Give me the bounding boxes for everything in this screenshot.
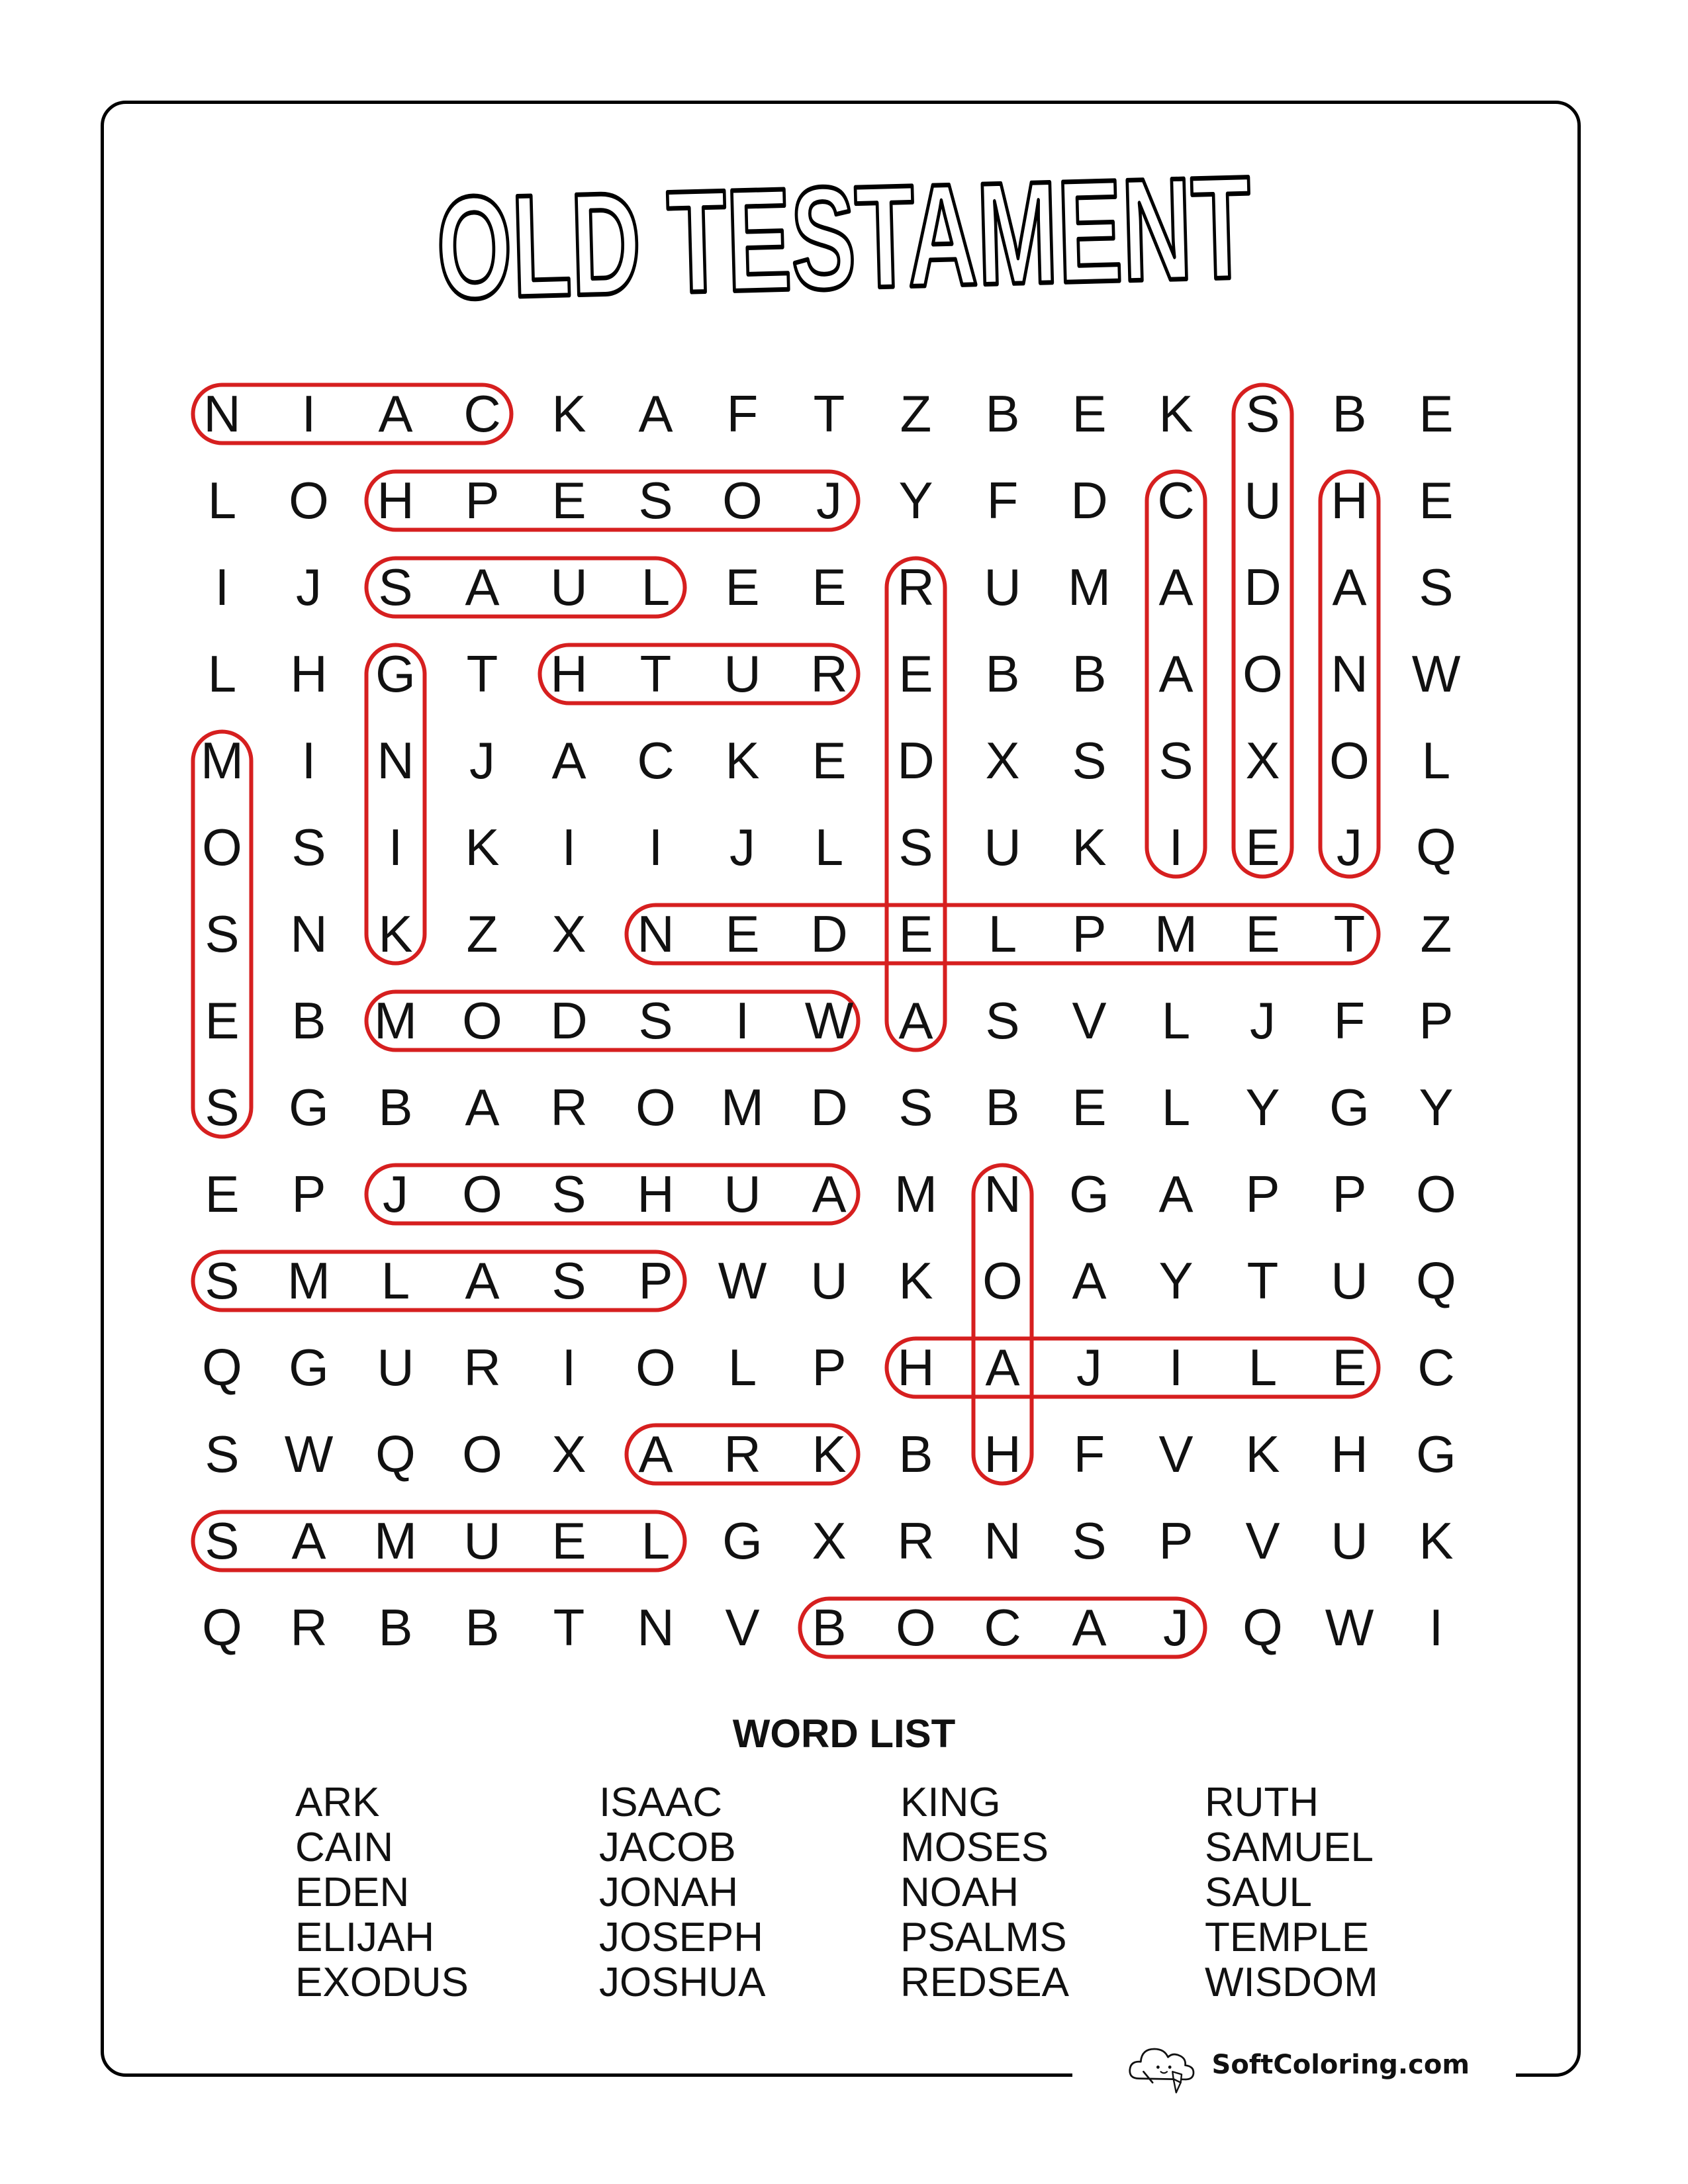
grid-letter[interactable]: N [984, 1165, 1021, 1223]
grid-letter[interactable]: J [1076, 1338, 1102, 1396]
grid-letter[interactable]: M [721, 1078, 764, 1136]
grid-letter[interactable]: S [638, 471, 673, 529]
grid-letter[interactable]: O [462, 1425, 502, 1483]
grid-letter[interactable]: H [377, 471, 414, 529]
grid-letter[interactable]: O [722, 471, 763, 529]
grid-letter[interactable]: J [469, 731, 495, 790]
word-list-item: CAIN [295, 1825, 394, 1870]
grid-letter[interactable]: S [205, 1512, 240, 1570]
grid-letter[interactable]: B [898, 1425, 933, 1483]
grid-letter[interactable]: G [289, 1338, 329, 1396]
grid-letter[interactable]: X [551, 1425, 586, 1483]
grid-letter[interactable]: X [551, 905, 586, 963]
grid-letter[interactable]: A [1158, 645, 1194, 703]
word-list-title: WORD LIST [732, 1711, 956, 1756]
grid-letter[interactable]: S [205, 1251, 240, 1310]
grid-letter[interactable]: G [1069, 1165, 1109, 1223]
grid-letter[interactable]: A [551, 731, 586, 790]
grid-letter[interactable]: G [1329, 1078, 1370, 1136]
grid-letter[interactable]: A [1332, 558, 1367, 616]
grid-letter[interactable]: H [637, 1165, 675, 1223]
grid-letter[interactable]: A [465, 558, 500, 616]
grid-letter[interactable]: C [1157, 471, 1195, 529]
word-list-item: KING [900, 1780, 1001, 1825]
grid-letter[interactable]: S [985, 991, 1020, 1050]
grid-letter[interactable]: E [1245, 818, 1280, 876]
grid-letter[interactable]: A [465, 1251, 500, 1310]
grid-letter[interactable]: S [205, 1425, 240, 1483]
grid-letter[interactable]: A [638, 385, 673, 443]
page-title [0, 146, 1688, 318]
grid-letter[interactable]: U [810, 1251, 848, 1310]
grid-letter[interactable]: N [1331, 645, 1368, 703]
grid-letter[interactable]: U [377, 1338, 414, 1396]
grid-letter[interactable]: Z [900, 385, 932, 443]
grid-letter[interactable]: E [1072, 385, 1107, 443]
grid-letter[interactable]: L [1161, 991, 1191, 1050]
grid-letter[interactable]: H [984, 1425, 1021, 1483]
grid-letter[interactable]: Z [466, 905, 498, 963]
grid-letter[interactable]: L [641, 558, 671, 616]
word-list-item: ELIJAH [295, 1915, 435, 1960]
grid-letter[interactable]: D [1244, 558, 1282, 616]
grid-letter[interactable]: S [551, 1251, 586, 1310]
word-list-item: TEMPLE [1205, 1915, 1370, 1960]
grid-letter[interactable]: B [985, 385, 1020, 443]
grid-letter[interactable]: I [301, 385, 316, 443]
grid-letter[interactable]: I [648, 818, 663, 876]
grid-letter[interactable]: A [812, 1165, 847, 1223]
grid-letter[interactable]: H [897, 1338, 935, 1396]
grid-letter[interactable]: K [378, 905, 413, 963]
grid-letter[interactable]: B [378, 1078, 413, 1136]
grid-letter[interactable]: X [985, 731, 1020, 790]
grid-letter[interactable]: A [465, 1078, 500, 1136]
grid-letter[interactable]: M [287, 1251, 330, 1310]
cloud-pencil-icon [1125, 2022, 1203, 2108]
grid-letter[interactable]: C [463, 385, 501, 443]
grid-letter[interactable]: V [1245, 1512, 1280, 1570]
grid-letter[interactable]: A [378, 385, 413, 443]
grid-letter[interactable]: A [638, 1425, 673, 1483]
grid-letter[interactable]: O [202, 818, 242, 876]
grid-letter[interactable]: Y [1419, 1078, 1454, 1136]
word-list-item: JACOB [599, 1825, 736, 1870]
grid-letter[interactable]: F [1073, 1425, 1105, 1483]
grid-letter[interactable]: S [638, 991, 673, 1050]
grid-letter[interactable]: R [290, 1598, 328, 1657]
grid-letter[interactable]: P [465, 471, 500, 529]
grid-letter[interactable]: S [205, 905, 240, 963]
grid-letter[interactable]: W [1325, 1598, 1374, 1657]
grid-letter[interactable]: B [985, 1078, 1020, 1136]
grid-letter[interactable]: I [1168, 1338, 1184, 1396]
grid-letter[interactable]: K [812, 1425, 847, 1483]
grid-letter[interactable]: U [1244, 471, 1282, 529]
grid-letter[interactable]: Q [375, 1425, 416, 1483]
grid-letter[interactable]: M [374, 1512, 417, 1570]
grid-letter[interactable]: D [810, 905, 848, 963]
grid-letter[interactable]: T [1246, 1251, 1279, 1310]
grid-letter[interactable]: O [1416, 1165, 1456, 1223]
grid-letter[interactable]: K [1158, 385, 1194, 443]
grid-letter[interactable]: P [1245, 1165, 1280, 1223]
grid-letter[interactable]: S [1158, 731, 1194, 790]
grid-letter[interactable]: E [1332, 1338, 1367, 1396]
grid-letter[interactable]: T [553, 1598, 585, 1657]
word-list-item: SAMUEL [1205, 1825, 1374, 1870]
grid-letter[interactable]: O [462, 991, 502, 1050]
word-list-item: JONAH [599, 1870, 739, 1915]
grid-letter[interactable]: L [988, 905, 1017, 963]
grid-letter[interactable]: E [898, 645, 933, 703]
grid-letter[interactable]: L [1161, 1078, 1191, 1136]
grid-letter[interactable]: I [1429, 1598, 1444, 1657]
grid-letter[interactable]: O [896, 1598, 936, 1657]
grid-letter[interactable]: P [291, 1165, 326, 1223]
grid-letter[interactable]: M [894, 1165, 937, 1223]
grid-letter[interactable]: H [290, 645, 328, 703]
grid-letter[interactable]: D [550, 991, 588, 1050]
grid-letter[interactable]: U [463, 1512, 501, 1570]
grid-letter[interactable]: P [1158, 1512, 1194, 1570]
grid-letter[interactable]: D [1070, 471, 1108, 529]
grid-letter[interactable]: R [550, 1078, 588, 1136]
grid-letter[interactable]: J [729, 818, 755, 876]
grid-letter[interactable]: S [551, 1165, 586, 1223]
grid-letter[interactable]: I [388, 818, 403, 876]
brand-name: SoftColoring.com [1211, 2050, 1470, 2080]
word-list-item: JOSHUA [599, 1960, 766, 2005]
word-list-column-3 [900, 1780, 1069, 2005]
grid-letter[interactable]: J [383, 1165, 408, 1223]
grid-letter[interactable]: D [810, 1078, 848, 1136]
grid-letter[interactable]: K [725, 731, 760, 790]
grid-letter[interactable]: E [812, 558, 847, 616]
grid-letter[interactable]: L [641, 1512, 671, 1570]
grid-letter[interactable]: R [897, 1512, 935, 1570]
grid-letter[interactable]: I [301, 731, 316, 790]
grid-letter[interactable]: Q [1416, 818, 1456, 876]
grid-letter[interactable]: K [1072, 818, 1107, 876]
grid-letter[interactable]: Z [1420, 905, 1452, 963]
grid-letter[interactable]: M [1068, 558, 1111, 616]
grid-letter[interactable]: E [1072, 1078, 1107, 1136]
grid-letter[interactable]: B [465, 1598, 500, 1657]
title-outline [0, 146, 1688, 318]
grid-letter[interactable]: R [897, 558, 935, 616]
grid-letter[interactable]: T [639, 645, 672, 703]
grid-letter[interactable]: Y [1245, 1078, 1280, 1136]
grid-letter[interactable]: U [724, 645, 761, 703]
grid-letter[interactable]: K [1419, 1512, 1454, 1570]
word-list-item: ARK [295, 1780, 380, 1825]
grid-letter[interactable]: S [898, 818, 933, 876]
grid-letter[interactable]: E [205, 991, 240, 1050]
grid-letter[interactable]: E [1245, 905, 1280, 963]
grid-letter[interactable]: N [377, 731, 414, 790]
grid-letter[interactable]: Y [1158, 1251, 1194, 1310]
grid-letter[interactable]: A [1072, 1598, 1107, 1657]
grid-letter[interactable]: Q [202, 1338, 242, 1396]
grid-letter[interactable]: S [1072, 1512, 1107, 1570]
grid-letter[interactable]: J [1250, 991, 1276, 1050]
word-list-item: MOSES [900, 1825, 1049, 1870]
grid-letter[interactable]: K [1245, 1425, 1280, 1483]
grid-letter[interactable]: U [1331, 1251, 1368, 1310]
grid-letter[interactable]: M [1154, 905, 1197, 963]
grid-letter[interactable]: T [813, 385, 845, 443]
grid-letter[interactable]: D [897, 731, 935, 790]
word-list-item: SAUL [1205, 1870, 1312, 1915]
grid-letter[interactable]: V [1158, 1425, 1194, 1483]
grid-letter[interactable]: I [214, 558, 230, 616]
grid-letter[interactable]: E [725, 905, 760, 963]
grid-letter[interactable]: C [637, 731, 675, 790]
grid-letter[interactable]: I [735, 991, 750, 1050]
word-list-item: EXODUS [295, 1960, 469, 2005]
grid-letter[interactable]: N [637, 1598, 675, 1657]
word-list-item: WISDOM [1205, 1960, 1378, 2005]
grid-letter[interactable]: S [1245, 385, 1280, 443]
grid-letter[interactable]: B [1332, 385, 1367, 443]
grid-letter[interactable]: F [726, 385, 759, 443]
word-list-item: ISAAC [599, 1780, 723, 1825]
word-list-item: JOSEPH [599, 1915, 764, 1960]
grid-letter[interactable]: Y [898, 471, 933, 529]
grid-letter[interactable]: T [466, 645, 498, 703]
grid-letter[interactable]: M [201, 731, 244, 790]
word-list-item: EDEN [295, 1870, 410, 1915]
grid-letter[interactable]: O [1243, 645, 1283, 703]
grid-letter[interactable]: G [289, 1078, 329, 1136]
grid-letter[interactable]: L [207, 471, 237, 529]
grid-letter[interactable]: E [551, 471, 586, 529]
grid-letter[interactable]: E [725, 558, 760, 616]
word-list-column-2 [599, 1780, 765, 2005]
grid-letter[interactable]: F [986, 471, 1019, 529]
grid-letter[interactable]: P [1419, 991, 1454, 1050]
grid-letter[interactable]: A [1072, 1251, 1107, 1310]
word-list-item: RUTH [1205, 1780, 1319, 1825]
grid-letter[interactable]: J [1336, 818, 1362, 876]
grid-letter[interactable]: O [289, 471, 329, 529]
grid-letter[interactable]: T [1333, 905, 1366, 963]
brand-logo [1125, 2022, 1470, 2108]
grid-letter[interactable]: E [1419, 471, 1454, 529]
grid-letter[interactable]: L [207, 645, 237, 703]
grid-letter[interactable]: P [1332, 1165, 1367, 1223]
grid-letter[interactable]: H [1331, 471, 1368, 529]
grid-letter[interactable]: A [291, 1512, 326, 1570]
grid-letter[interactable]: O [635, 1338, 676, 1396]
grid-letter[interactable]: H [550, 645, 588, 703]
grid-letter[interactable]: A [898, 991, 933, 1050]
grid-letter[interactable]: L [1421, 731, 1451, 790]
grid-letter[interactable]: Q [1416, 1251, 1456, 1310]
grid-letter[interactable]: J [1163, 1598, 1189, 1657]
grid-letter[interactable]: U [550, 558, 588, 616]
word-search-grid [179, 371, 1496, 1688]
grid-letter[interactable]: L [814, 818, 844, 876]
grid-letter[interactable]: S [378, 558, 413, 616]
grid-letter[interactable]: V [725, 1598, 760, 1657]
grid-letter[interactable]: W [804, 991, 854, 1050]
grid-letter[interactable]: E [205, 1165, 240, 1223]
grid-letter[interactable]: A [985, 1338, 1020, 1396]
word-list-column-1 [295, 1780, 469, 2005]
grid-letter[interactable]: A [1158, 1165, 1194, 1223]
grid-letter[interactable]: S [205, 1078, 240, 1136]
grid-letter[interactable]: G [722, 1512, 763, 1570]
grid-letter[interactable]: U [1331, 1512, 1368, 1570]
grid-letter[interactable]: G [1416, 1425, 1456, 1483]
grid-letter[interactable]: J [816, 471, 842, 529]
grid-letter[interactable]: W [1411, 645, 1461, 703]
grid-letter[interactable]: K [898, 1251, 933, 1310]
grid-letter[interactable]: R [810, 645, 848, 703]
grid-letter[interactable]: B [812, 1598, 847, 1657]
grid-letter[interactable]: N [984, 1512, 1021, 1570]
grid-letter[interactable]: E [898, 905, 933, 963]
title-text: OLD TESTAMENT [434, 146, 1666, 318]
grid-letter[interactable]: G [375, 645, 416, 703]
grid-letter[interactable]: V [1072, 991, 1107, 1050]
grid-letter[interactable]: U [984, 558, 1021, 616]
grid-letter[interactable]: C [984, 1598, 1021, 1657]
grid-letter[interactable]: Q [1243, 1598, 1283, 1657]
grid-letter[interactable]: F [1333, 991, 1366, 1050]
word-list-column-4 [1205, 1780, 1378, 2005]
word-list-item: NOAH [900, 1870, 1019, 1915]
grid-letter[interactable]: B [1072, 645, 1107, 703]
grid-letter[interactable]: P [638, 1251, 673, 1310]
grid-letter[interactable]: A [1158, 558, 1194, 616]
grid-letter[interactable]: R [463, 1338, 501, 1396]
word-list-item: PSALMS [900, 1915, 1067, 1960]
grid-letter[interactable]: O [462, 1165, 502, 1223]
grid-letter[interactable]: P [1072, 905, 1107, 963]
grid-letter[interactable]: W [718, 1251, 767, 1310]
grid-letter[interactable]: H [1331, 1425, 1368, 1483]
grid-letter[interactable]: E [812, 731, 847, 790]
grid-letter[interactable]: C [1417, 1338, 1455, 1396]
grid-letter[interactable]: U [724, 1165, 761, 1223]
grid-letter[interactable]: O [982, 1251, 1023, 1310]
grid-letter[interactable]: I [561, 1338, 577, 1396]
grid-letter[interactable]: K [465, 818, 500, 876]
grid-letter[interactable]: B [291, 991, 326, 1050]
grid-letter[interactable]: U [984, 818, 1021, 876]
grid-letter[interactable]: B [378, 1598, 413, 1657]
grid-letter[interactable]: R [724, 1425, 761, 1483]
grid-letter[interactable]: O [1329, 731, 1370, 790]
grid-letter[interactable]: K [551, 385, 586, 443]
grid-letter[interactable]: S [1072, 731, 1107, 790]
grid-letter[interactable]: M [374, 991, 417, 1050]
grid-letter[interactable]: S [1419, 558, 1454, 616]
grid-letter[interactable]: N [290, 905, 328, 963]
grid-letter[interactable]: E [551, 1512, 586, 1570]
grid-letter[interactable]: N [203, 385, 241, 443]
grid-letter[interactable]: W [284, 1425, 334, 1483]
grid-letter[interactable]: L [1248, 1338, 1278, 1396]
word-list-item: REDSEA [900, 1960, 1069, 2005]
grid-letter[interactable]: B [985, 645, 1020, 703]
grid-letter[interactable]: L [727, 1338, 757, 1396]
grid-letter[interactable]: P [812, 1338, 847, 1396]
grid-letter[interactable]: L [381, 1251, 410, 1310]
grid-letter[interactable]: J [296, 558, 322, 616]
grid-letter[interactable]: S [291, 818, 326, 876]
grid-letter[interactable]: Q [202, 1598, 242, 1657]
grid-letter[interactable]: S [898, 1078, 933, 1136]
grid-letter[interactable]: X [1245, 731, 1280, 790]
grid-letter[interactable]: O [635, 1078, 676, 1136]
grid-letter[interactable]: I [561, 818, 577, 876]
grid-letter[interactable]: E [1419, 385, 1454, 443]
grid-letter[interactable]: X [812, 1512, 847, 1570]
grid-letter[interactable]: I [1168, 818, 1184, 876]
grid-letter[interactable]: N [637, 905, 675, 963]
